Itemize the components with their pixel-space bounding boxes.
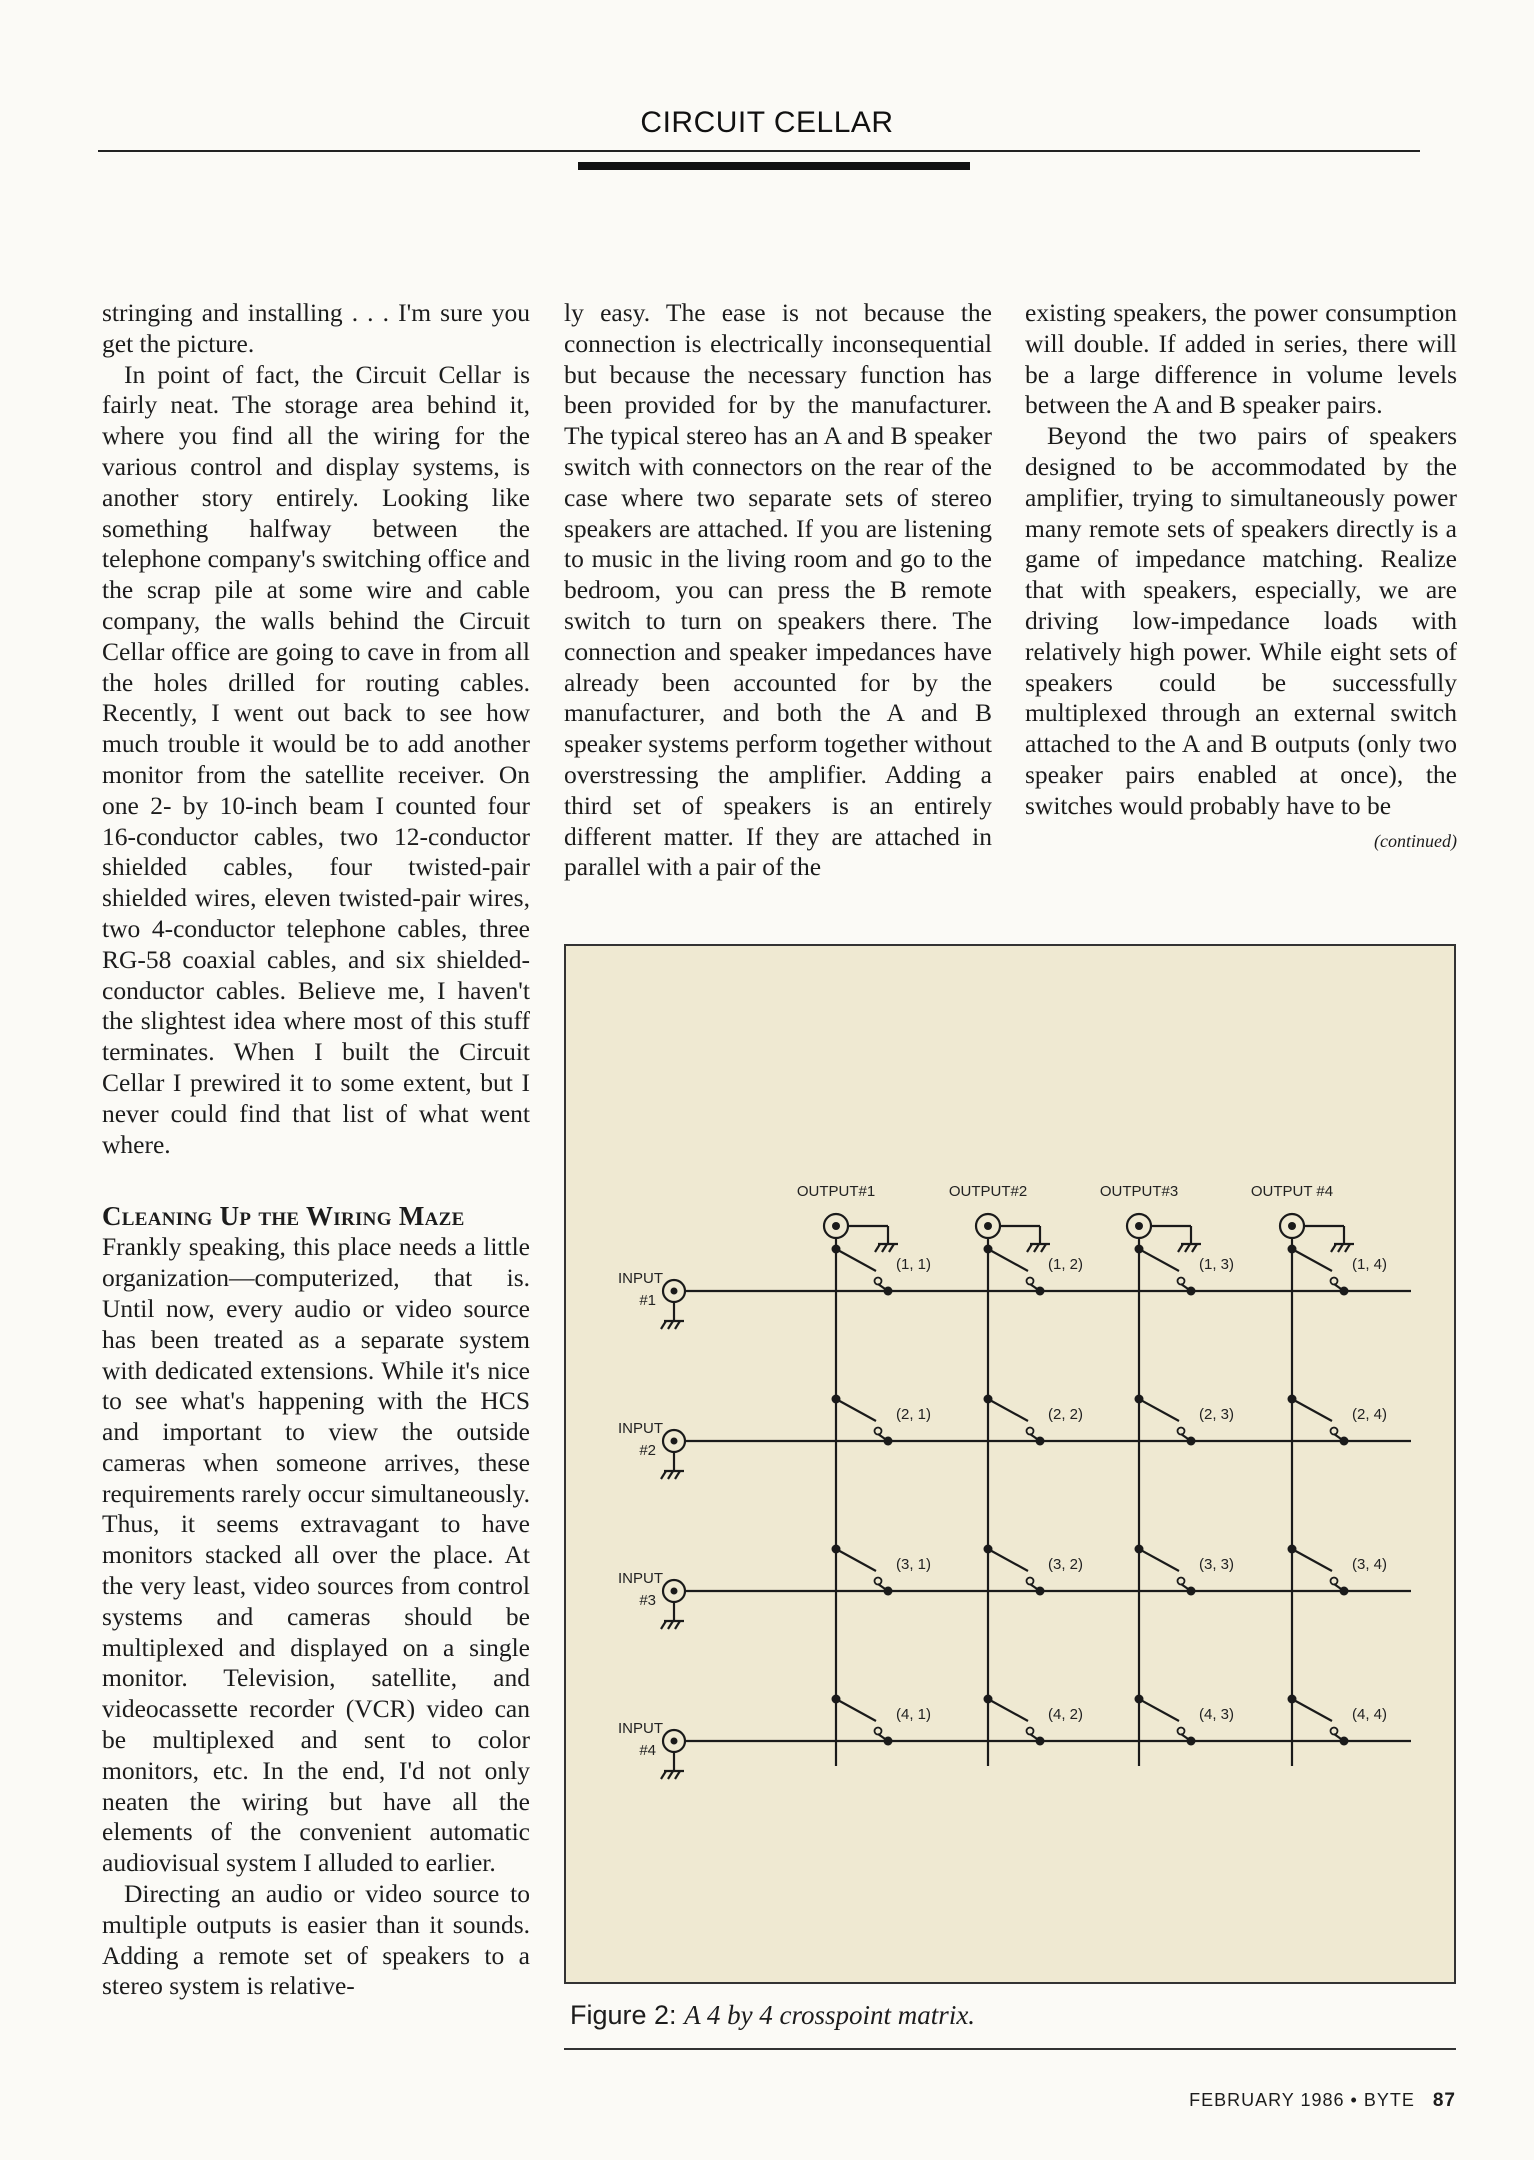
figure-caption [570, 2000, 975, 2031]
switch-blade [1292, 1549, 1332, 1571]
switch-blade [1292, 1399, 1332, 1421]
switch-junction [1187, 1587, 1196, 1596]
switch-contact [1331, 1578, 1338, 1585]
switch-contact [1331, 1728, 1338, 1735]
ground-icon [661, 1471, 684, 1479]
section-heading: Cleaning Up the Wiring Maze [102, 1201, 465, 1232]
crosspoint-label: (3, 3) [1199, 1556, 1235, 1573]
input-connector-pin [671, 1588, 678, 1595]
switch-contact [1178, 1578, 1185, 1585]
switch-contact [1027, 1278, 1034, 1285]
crosspoint-matrix-diagram [566, 946, 1458, 1986]
crosspoint-label: (3, 1) [896, 1556, 932, 1573]
switch-junction [1187, 1437, 1196, 1446]
input-connector-pin [671, 1288, 678, 1295]
input-label-number: #3 [639, 1592, 656, 1609]
ground-icon [661, 1321, 684, 1329]
switch-contact [1178, 1428, 1185, 1435]
input-label-word: INPUT [618, 1270, 663, 1287]
switch-junction [1036, 1587, 1045, 1596]
switch-junction [1187, 1737, 1196, 1746]
switch-junction [1036, 1437, 1045, 1446]
text-column-3 [1025, 298, 1457, 856]
crosspoint-label: (2, 2) [1048, 1406, 1084, 1423]
continued-note: (continued) [1374, 830, 1457, 851]
switch-blade [836, 1549, 876, 1571]
input-connector-pin [671, 1438, 678, 1445]
paragraph: Directing an audio or video source to multiple outputs is easier than it sounds. Adding a remote set of speakers to a stereo system is relative- [102, 1879, 530, 2001]
switch-junction [1187, 1287, 1196, 1296]
switch-contact [875, 1728, 882, 1735]
output-label-3: OUTPUT#3 [1099, 1183, 1179, 1200]
ground-icon [661, 1621, 684, 1629]
page-footer [1189, 2090, 1456, 2112]
switch-contact [875, 1278, 882, 1285]
switch-blade [988, 1549, 1028, 1571]
crosspoint-label: (2, 1) [896, 1406, 932, 1423]
paragraph: existing speakers, the power consumption will double. If added in series, there will be a large difference in volume levels between the A and B speaker pairs. [1025, 298, 1457, 420]
caption-rule [564, 2048, 1456, 2050]
paragraph: In point of fact, the Circuit Cellar is fairly neat. The storage area behind it, where you find all the wiring for the various control and display systems, is another story entirely. Looking like something halfway between the telephone company's switching office and the scrap pile at some wire and cable company, the walls behind the Circuit Cellar office are going to cave in from all the holes drilled for routing cables. Recently, I went out back to see how much trouble it would be to add another monitor from the satellite receiver. On one 2- by 10-inch beam I counted four 16-conductor cables, two 12-conductor shielded cables, four twisted-pair shielded wires, eleven twisted-pair wires, two 4-conductor telephone cables, three RG-58 coaxial cables, and six shielded-conductor cables. Believe me, I haven't the slightest idea where most of this stuff terminates. When I built the Circuit Cellar I prewired it to some extent, but I never could find that list of what went where. [102, 359, 530, 1159]
output-label-1: OUTPUT#1 [796, 1183, 876, 1200]
input-label-word: INPUT [618, 1570, 663, 1587]
figure-crosspoint-matrix [564, 944, 1456, 1984]
text-column-1 [102, 298, 530, 2002]
crosspoint-label: (1, 1) [896, 1256, 932, 1273]
input-label-number: #1 [639, 1292, 656, 1309]
switch-contact [875, 1578, 882, 1585]
crosspoint-label: (2, 3) [1199, 1406, 1235, 1423]
ground-icon [661, 1771, 684, 1779]
switch-junction [1340, 1287, 1349, 1296]
switch-blade [1139, 1699, 1179, 1721]
header-bar [578, 162, 970, 170]
footer-date: FEBRUARY 1986 • BYTE [1189, 2090, 1415, 2110]
page-number: 87 [1432, 2090, 1456, 2111]
switch-junction [884, 1287, 893, 1296]
switch-junction [1340, 1437, 1349, 1446]
output-label-2: OUTPUT#2 [948, 1183, 1028, 1200]
crosspoint-label: (1, 4) [1352, 1256, 1388, 1273]
switch-blade [1292, 1699, 1332, 1721]
paragraph: stringing and installing . . . I'm sure you get the picture. [102, 298, 530, 358]
crosspoint-label: (1, 2) [1048, 1256, 1084, 1273]
switch-junction [1340, 1737, 1349, 1746]
paragraph: ly easy. The ease is not because the connection is electrically inconsequential but because the necessary function has been provided for by the manufacturer. The typical stereo has an A and B speaker switch with connectors on the rear of the case where two separate sets of stereo speakers are attached. If you are listening to music in the living room and go to the bedroom, you can press the B remote switch to turn on speakers there. The connection and speaker impedances have already been accounted for by the manufacturer, and both the A and B speaker systems perform together without overstressing the amplifier. Adding a third set of speakers is an entirely different matter. If they are attached in parallel with a pair of the [564, 298, 992, 882]
text-column-2 [564, 298, 992, 883]
paragraph: Frankly speaking, this place needs a little organization—computerized, that is. Until now, every audio or video source has been treated as a separate system with dedicated extensions. While it's nice to see what's happening with the HCS and important to view the outside cameras when someone arrives, these requirements rarely occur simultaneously. Thus, it seems extravagant to have monitors stacked all over the place. At the very least, video sources from control systems and cameras should be multiplexed and displayed on a single monitor. Television, satellite, and videocassette recorder (VCR) video can be multiplexed and sent to color monitors, etc. In the end, I'd not only neaten the wiring but have all the elements of the convenient automatic audiovisual system I alluded to earlier. [102, 1232, 530, 1878]
crosspoint-label: (4, 4) [1352, 1706, 1388, 1723]
input-label-number: #4 [639, 1742, 656, 1759]
switch-junction [884, 1437, 893, 1446]
caption-text: A 4 by 4 crosspoint matrix. [684, 2000, 976, 2030]
switch-blade [1292, 1249, 1332, 1271]
crosspoint-label: (1, 3) [1199, 1256, 1235, 1273]
switch-contact [875, 1428, 882, 1435]
crosspoint-label: (3, 2) [1048, 1556, 1084, 1573]
input-label-word: INPUT [618, 1420, 663, 1437]
switch-blade [1139, 1399, 1179, 1421]
ground-icon [1331, 1244, 1354, 1252]
switch-contact [1178, 1728, 1185, 1735]
ground-icon [875, 1244, 898, 1252]
paragraph: Beyond the two pairs of speakers designed to be accommodated by the amplifier, trying to simultaneously power many remote sets of speakers directly is a game of impedance matching. Realize that with speakers, especially, we are driving low-impedance loads with relatively high power. While eight sets of speakers could be successfully multiplexed through an external switch attached to the A and B outputs (only two speaker pairs enabled at once), the switches would probably have to be [1025, 421, 1457, 820]
switch-contact [1178, 1278, 1185, 1285]
output-connector-pin [984, 1222, 992, 1230]
switch-contact [1027, 1728, 1034, 1735]
switch-blade [836, 1699, 876, 1721]
header-rule [98, 150, 1420, 152]
crosspoint-label: (3, 4) [1352, 1556, 1388, 1573]
switch-junction [1036, 1737, 1045, 1746]
output-connector-pin [1135, 1222, 1143, 1230]
input-label-number: #2 [639, 1442, 656, 1459]
output-connector-pin [1288, 1222, 1296, 1230]
crosspoint-label: (2, 4) [1352, 1406, 1388, 1423]
switch-junction [1036, 1287, 1045, 1296]
ground-icon [1178, 1244, 1201, 1252]
input-connector-pin [671, 1738, 678, 1745]
crosspoint-label: (4, 3) [1199, 1706, 1235, 1723]
switch-junction [884, 1587, 893, 1596]
crosspoint-label: (4, 2) [1048, 1706, 1084, 1723]
switch-junction [884, 1737, 893, 1746]
switch-blade [836, 1249, 876, 1271]
running-header: CIRCUIT CELLAR [640, 106, 894, 139]
input-label-word: INPUT [618, 1720, 663, 1737]
switch-blade [1139, 1549, 1179, 1571]
output-connector-pin [832, 1222, 840, 1230]
switch-blade [988, 1399, 1028, 1421]
switch-contact [1027, 1428, 1034, 1435]
output-label-4: OUTPUT #4 [1250, 1183, 1334, 1200]
switch-contact [1027, 1578, 1034, 1585]
caption-prefix: Figure 2: [570, 2000, 685, 2030]
crosspoint-label: (4, 1) [896, 1706, 932, 1723]
switch-junction [1340, 1587, 1349, 1596]
switch-blade [988, 1699, 1028, 1721]
ground-icon [1027, 1244, 1050, 1252]
switch-blade [836, 1399, 876, 1421]
switch-blade [1139, 1249, 1179, 1271]
switch-blade [988, 1249, 1028, 1271]
switch-contact [1331, 1428, 1338, 1435]
switch-contact [1331, 1278, 1338, 1285]
